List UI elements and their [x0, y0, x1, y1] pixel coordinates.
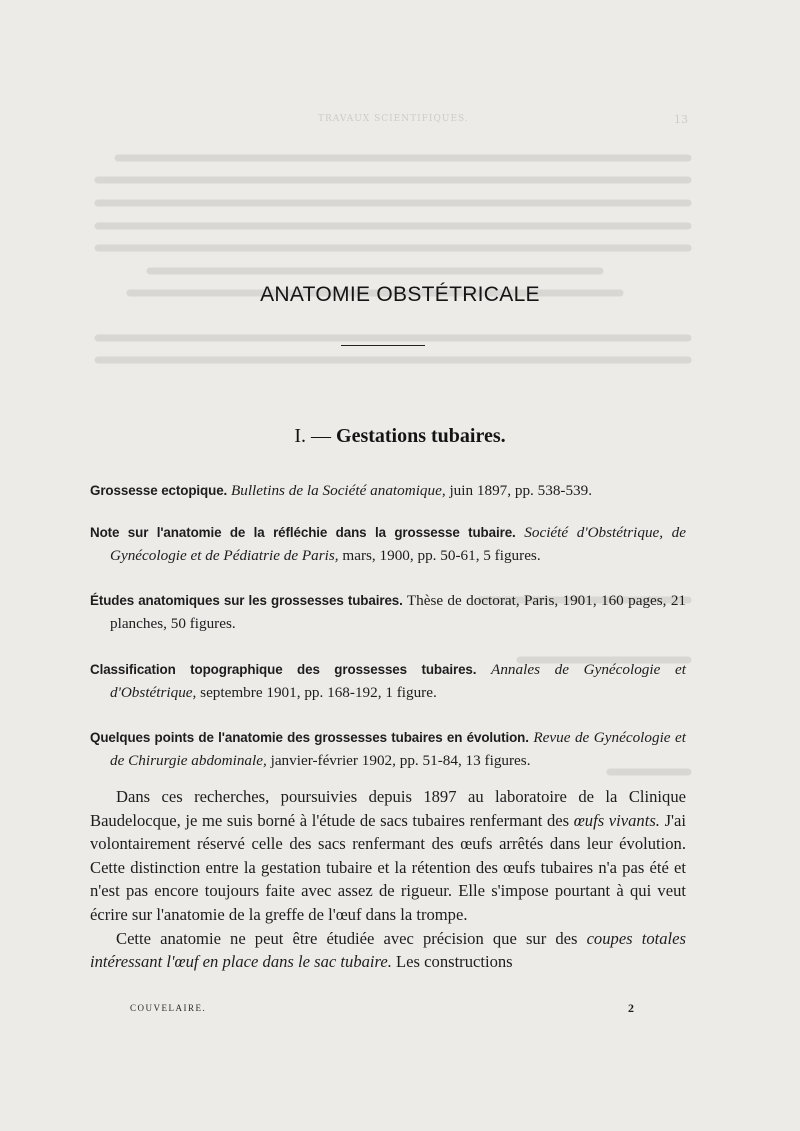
bibliography-entry-details: septembre 1901, pp. 168-192, 1 figure. — [200, 684, 437, 701]
body-italic-run: coupes totales intéressant l'œuf en place dans le sac tubaire. — [90, 928, 686, 972]
body-paragraph — [90, 785, 686, 927]
section-dash: — — [311, 425, 332, 447]
body-text-run: Cette anatomie ne peut être étudiée avec précision que sur des — [116, 928, 578, 948]
body-paragraph — [90, 927, 686, 974]
bibliography-entry-source: Bulletins de la Société anatomique, — [230, 482, 446, 499]
running-head-title: TRAVAUX SCIENTIFIQUES. — [318, 114, 469, 124]
bibliography-entry-source: Revue de Gynécologie et de Chirurgie abdominale, — [110, 729, 686, 769]
bibliography-entry-title: Grossesse ectopique. — [90, 483, 228, 498]
body-italic-run: œufs vivants. — [573, 810, 660, 830]
page-title: ANATOMIE OBSTÉTRICALE — [260, 283, 540, 306]
bibliography-entry — [90, 479, 686, 502]
sheet-number: 2 — [628, 1001, 634, 1015]
bibliography-entry-details: juin 1897, pp. 538-539. — [449, 482, 593, 499]
section-title: Gestations tubaires. — [336, 425, 506, 447]
title-rule — [341, 345, 425, 346]
bibliography-entry-title: Études anatomiques sur les grossesses tubaires. — [90, 593, 403, 608]
section-number: I. — [294, 425, 307, 447]
bibliography-entry-title: Classification topographique des grossesses tubaires. — [90, 662, 477, 677]
signature-mark: COUVELAIRE. — [130, 1003, 207, 1013]
bibliography-list — [90, 479, 686, 796]
bibliography-entry — [90, 726, 686, 772]
body-text — [90, 785, 686, 974]
running-head-page-number: 13 — [674, 112, 688, 126]
bibliography-entry — [90, 521, 686, 567]
bibliography-entry-details: Thèse de doctorat, Paris, 1901, 160 pages, 21 planches, 50 figures. — [110, 592, 687, 632]
bibliography-entry-source: Annales de Gynécologie et d'Obstétrique, — [110, 661, 686, 701]
bibliography-entry — [90, 589, 686, 635]
bibliography-entry-title: Note sur l'anatomie de la réfléchie dans la grossesse tubaire. — [90, 525, 516, 540]
bibliography-entry-title: Quelques points de l'anatomie des grossesses tubaires en évolution. — [90, 730, 529, 745]
body-text-run: Les constructions — [396, 952, 513, 972]
body-text-run: Dans ces recherches, poursuivies depuis 1897 au laboratoire de la Clinique Baudelocque, je me suis borné à l'étude de sacs tubaires renfermant des — [90, 787, 686, 830]
page-footer — [130, 1003, 640, 1019]
bibliography-entry — [90, 658, 686, 704]
section-heading — [0, 425, 800, 448]
bibliography-entry-details: mars, 1900, pp. 50-61, 5 figures. — [342, 547, 541, 564]
bibliography-entry-source: Société d'Obstétrique, de Gynécologie et de Pédiatrie de Paris, — [110, 524, 687, 564]
running-head — [98, 112, 688, 126]
bibliography-entry-details: janvier-février 1902, pp. 51-84, 13 figures. — [270, 752, 531, 769]
body-text-run: J'ai volontairement réservé celle des sacs renfermant des œufs arrêtés dans leur évolution. Cette distinction entre la gestation tubaire et la rétention des œufs tubaires n'a pas été et n'est pas encore toujours faite avec assez de rigueur. Elle s'impose pourtant à qui veut écrire sur l'anatomie de la greffe de l'œuf dans la trompe. — [90, 810, 686, 924]
